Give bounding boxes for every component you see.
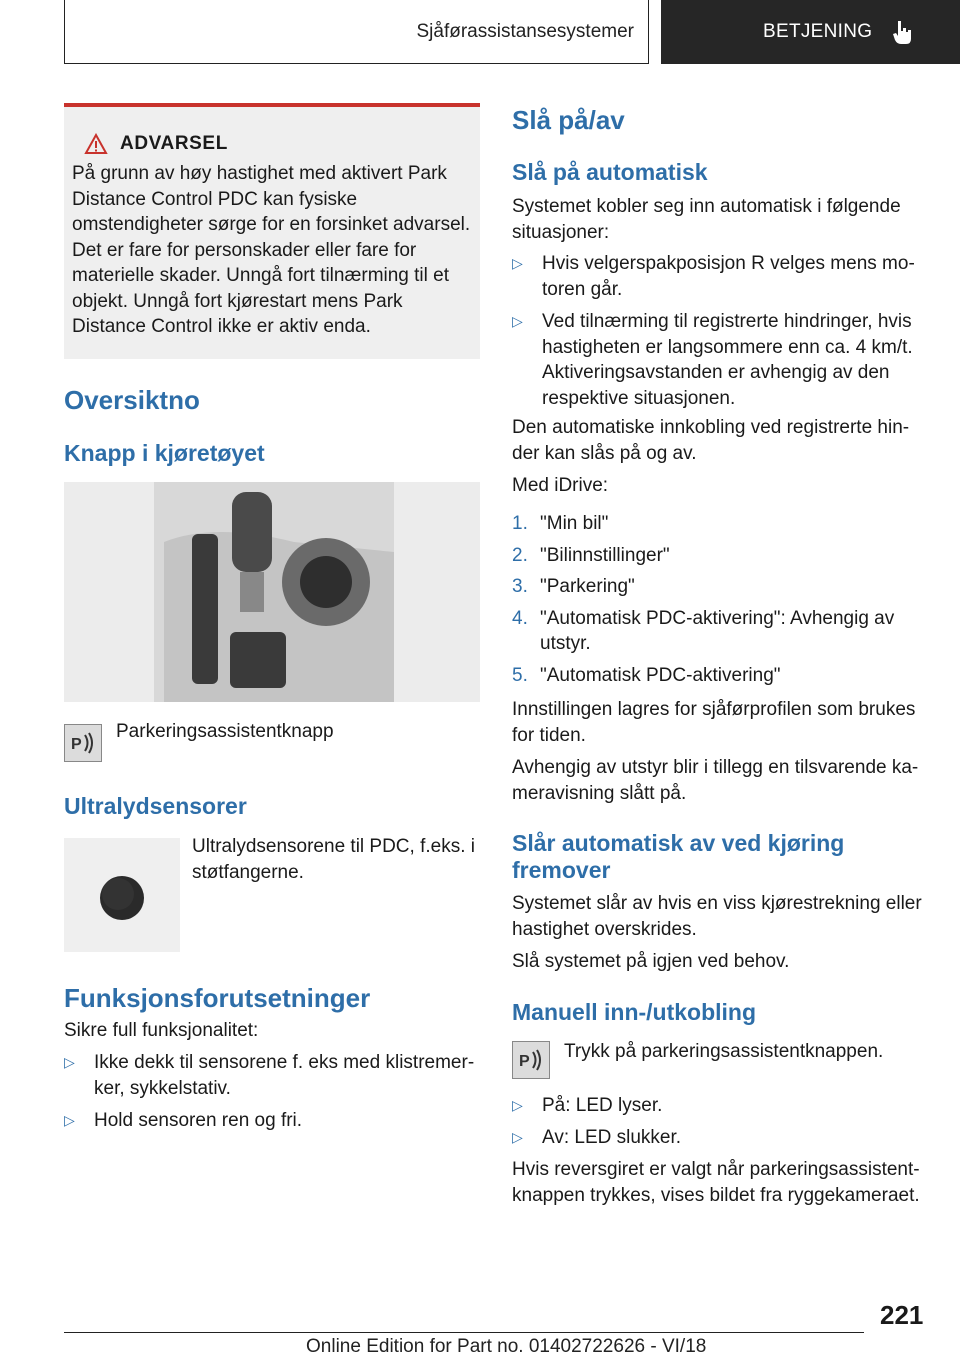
header-section (64, 0, 649, 64)
list-item: ▷ Av: LED slukker. (512, 1125, 926, 1151)
bullet-triangle-icon: ▷ (512, 313, 523, 329)
footer-divider (64, 1332, 864, 1333)
bullet-triangle-icon: ▷ (512, 1097, 523, 1113)
step-item: 1. "Min bil" (512, 513, 609, 534)
saved-text: Innstillingen lagres for sjåførprofilen som brukes for tiden. (512, 699, 916, 746)
list-item: ▷ Hvis velgerspakposisjon R velges mens motoren går. (512, 253, 915, 300)
hand-pointer-icon (892, 19, 914, 45)
heading-auto-off: Slår automatisk av ved kjøring fremover (512, 830, 845, 883)
manual-list (512, 1093, 926, 1150)
console-photo (64, 482, 480, 702)
heading-sla: Slå på/av (512, 105, 625, 135)
header-chapter (661, 0, 960, 64)
manual-text: Trykk på parkeringsassistentknappen. (564, 1041, 884, 1062)
list-item: ▷ Ved tilnærming til registrerte hindringer, hvis hastigheten er langsommere enn ca. 4 km/t. Aktiveringsavstanden er avhengig av den respektive situasjonen. (512, 311, 913, 409)
bullet-triangle-icon: ▷ (512, 255, 523, 271)
warning-box (64, 103, 480, 359)
list-item: ▷ Ikke dekk til sensorene f. eks med klistremerker, sykkelstativ. (64, 1052, 475, 1099)
bullet-triangle-icon: ▷ (64, 1112, 75, 1128)
sensor-text: Ultralydsensorene til PDC, f.eks. i støtfangerne. (192, 836, 475, 883)
auto-note: Den automatiske innkobling ved registrerte hinder kan slås på og av. (512, 417, 910, 464)
page-number: 221 (880, 1300, 924, 1330)
funksjon-list (64, 1050, 480, 1134)
step-item: 2. "Bilinnstillinger" (512, 544, 670, 566)
step-item: 4. "Automatisk PDC-aktivering": Avhengig av utstyr. (512, 607, 895, 654)
heading-funksjon: Funksjonsforutsetninger (64, 983, 371, 1013)
parking-assist-button-icon (512, 1041, 550, 1079)
heading-knapp: Knapp i kjøretøyet (64, 440, 265, 466)
sensor-image (64, 838, 180, 952)
reverse-text: Hvis reversgiret er valgt når parkeringsassistentknappen trykkes, vises bildet fra ryggekameraet. (512, 1159, 920, 1206)
step-item: 3. "Parkering" (512, 576, 635, 597)
header-section-title: Sjåførassistansesystemer (416, 20, 634, 42)
funksjon-intro: Sikre full funksjonalitet: (64, 1020, 259, 1041)
auto-off-text: Systemet slår av hvis en viss kjørestrekning eller hastighet overskrides. (512, 893, 922, 940)
svg-text:P: P (519, 1053, 530, 1070)
warning-text: På grunn av høy hastighet med aktivert Park Distance Control PDC kan fysiske omstendigheter sørge for en forsinket advarsel. Det er fare for personskader eller fare for materielle skader. Unngå fort tilnærming til et objekt. Unngå fort kjørestart mens Park Distance Control ikke er aktiv enda. (72, 163, 471, 337)
heading-oversikt: Oversiktno (64, 385, 200, 415)
list-item: ▷ På: LED lyser. (512, 1093, 926, 1119)
step-item: 5. "Automatisk PDC-aktivering" (512, 664, 781, 686)
heading-manual: Manuell inn-/utkobling (512, 999, 757, 1025)
camera-text: Avhengig av utstyr blir i tillegg en tilsvarende kameravisning slått på. (512, 757, 919, 804)
bullet-triangle-icon: ▷ (64, 1054, 75, 1070)
parking-assist-button-icon (64, 724, 102, 762)
header-chapter-title: BETJENING (763, 21, 873, 42)
auto-off-text-2: Slå systemet på igjen ved behov. (512, 951, 790, 972)
heading-ultralyd: Ultralydsensorer (64, 793, 247, 819)
svg-text:P: P (71, 736, 82, 753)
bullet-triangle-icon: ▷ (512, 1128, 523, 1145)
button-caption: Parkeringsassistentknapp (116, 721, 334, 742)
warning-triangle-icon (84, 133, 108, 155)
footer-edition: Online Edition for Part no. 01402722626 - VI/18 (306, 1336, 707, 1357)
idrive-label: Med iDrive: (512, 475, 609, 496)
auto-intro: Systemet kobler seg inn automatisk i følgende situasjoner: (512, 196, 901, 243)
heading-auto: Slå på automatisk (512, 159, 708, 185)
warning-heading (84, 133, 472, 155)
list-item: ▷ Hold sensoren ren og fri. (64, 1108, 480, 1134)
idrive-steps (512, 511, 926, 688)
warning-title: ADVARSEL (120, 133, 228, 154)
auto-list (512, 251, 926, 411)
